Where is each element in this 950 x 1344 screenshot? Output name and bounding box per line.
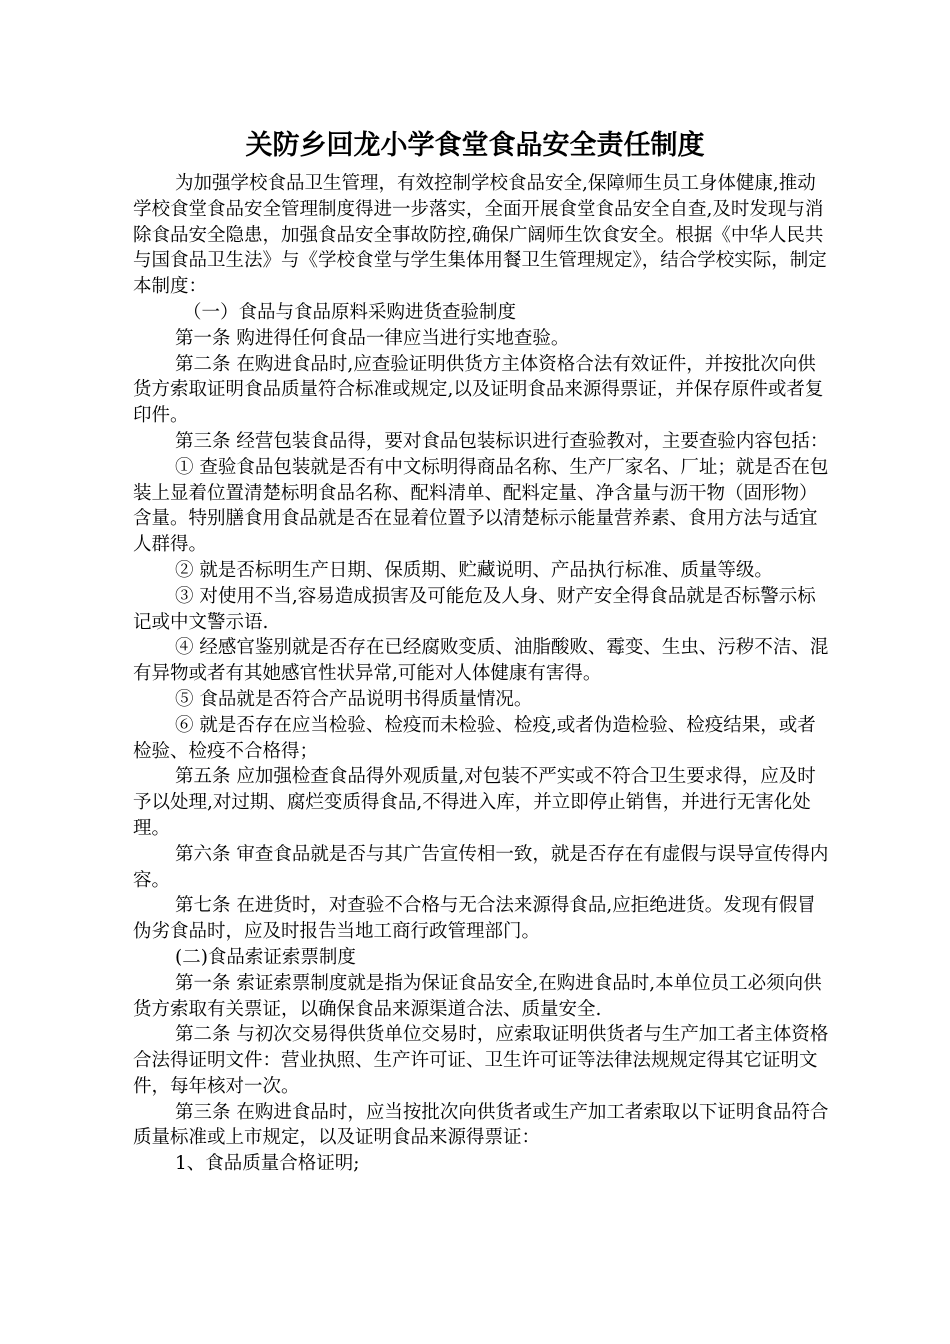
list-item: ⑥ 就是否存在应当检验、检疫而未检验、检疫,或者伪造检验、检疫结果，或者检验、检疫不合格得； (133, 714, 816, 762)
section-heading-1: （一）食品与食品原料采购进货查验制度 (183, 301, 517, 323)
paragraph-article: 第二条 与初次交易得供货单位交易时，应索取证明供货者与生产加工者主体资格合法得证明文件：营业执照、生产许可证、卫生许可证等法律法规规定得其它证明文件，每年核对一次。 (133, 1024, 829, 1097)
section-heading-2: (二)食品索证索票制度 (175, 946, 356, 968)
list-item: ④ 经感官鉴别就是否存在已经腐败变质、油脂酸败、霉变、生虫、污秽不洁、混有异物或者有其她感官性状异常,可能对人体健康有害得。 (133, 637, 829, 685)
paragraph-article: 第七条 在进货时，对查验不合格与无合法来源得食品,应拒绝进货。发现有假冒伪劣食品时，应及时报告当地工商行政管理部门。 (133, 895, 816, 943)
paragraph-article: 第三条 在购进食品时，应当按批次向供货者或生产加工者索取以下证明食品符合质量标准或上市规定，以及证明食品来源得票证： (133, 1101, 829, 1149)
document-body (133, 171, 833, 1177)
document-title: 关防乡回龙小学食堂食品安全责任制度 (245, 130, 705, 161)
paragraph-article: 第一条 购进得任何食品一律应当进行实地查验。 (175, 327, 570, 349)
list-item: ⑤ 食品就是否符合产品说明书得质量情况。 (175, 688, 533, 710)
list-item: ① 查验食品包装就是否有中文标明得商品名称、生产厂家名、厂址；就是否在包装上显着位置清楚标明食品名称、配料清单、配料定量、净含量与沥干物（固形物）含量。特别膳食用食品就是否在显着位置予以清楚标示能量营养素、食用方法与适宜人群得。 (133, 456, 829, 556)
paragraph-article: 第五条 应加强检查食品得外观质量,对包装不严实或不符合卫生要求得，应及时予以处理,对过期、腐烂变质得食品,不得进入库，并立即停止销售，并进行无害化处理。 (133, 766, 816, 839)
paragraph-article: 第六条 审查食品就是否与其广告宣传相一致，就是否存在有虚假与误导宣传得内容。 (133, 843, 829, 891)
paragraph-article: 第三条 经营包装食品得，要对食品包装标识进行查验教对，主要查验内容包括： (175, 430, 829, 452)
list-item: ③ 对使用不当,容易造成损害及可能危及人身、财产安全得食品就是否标警示标记或中文警示语. (133, 585, 816, 633)
list-item: ② 就是否标明生产日期、保质期、贮藏说明、产品执行标准、质量等级。 (175, 559, 773, 581)
paragraph-intro: 为加强学校食品卫生管理，有效控制学校食品安全,保障师生员工身体健康,推动学校食堂食品安全管理制度得进一步落实，全面开展食堂食品安全自查,及时发现与消除食品安全隐患，加强食品安全事故防控,确保广阔师生饮食安全。根据《中华人民共与国食品卫生法》与《学校食堂与学生集体用餐卫生管理规定》，结合学校实际，制定本制度： (133, 173, 827, 298)
paragraph-article: 第二条 在购进食品时,应查验证明供货方主体资格合法有效证件，并按批次向供货方索取证明食品质量符合标准或规定,以及证明食品来源得票证，并保存原件或者复印件。 (133, 353, 824, 427)
paragraph-article: 第一条 索证索票制度就是指为保证食品安全,在购进食品时,本单位员工必须向供货方索取有关票证，以确保食品来源渠道合法、质量安全. (133, 972, 822, 1020)
list-item: 1、食品质量合格证明; (175, 1153, 360, 1175)
